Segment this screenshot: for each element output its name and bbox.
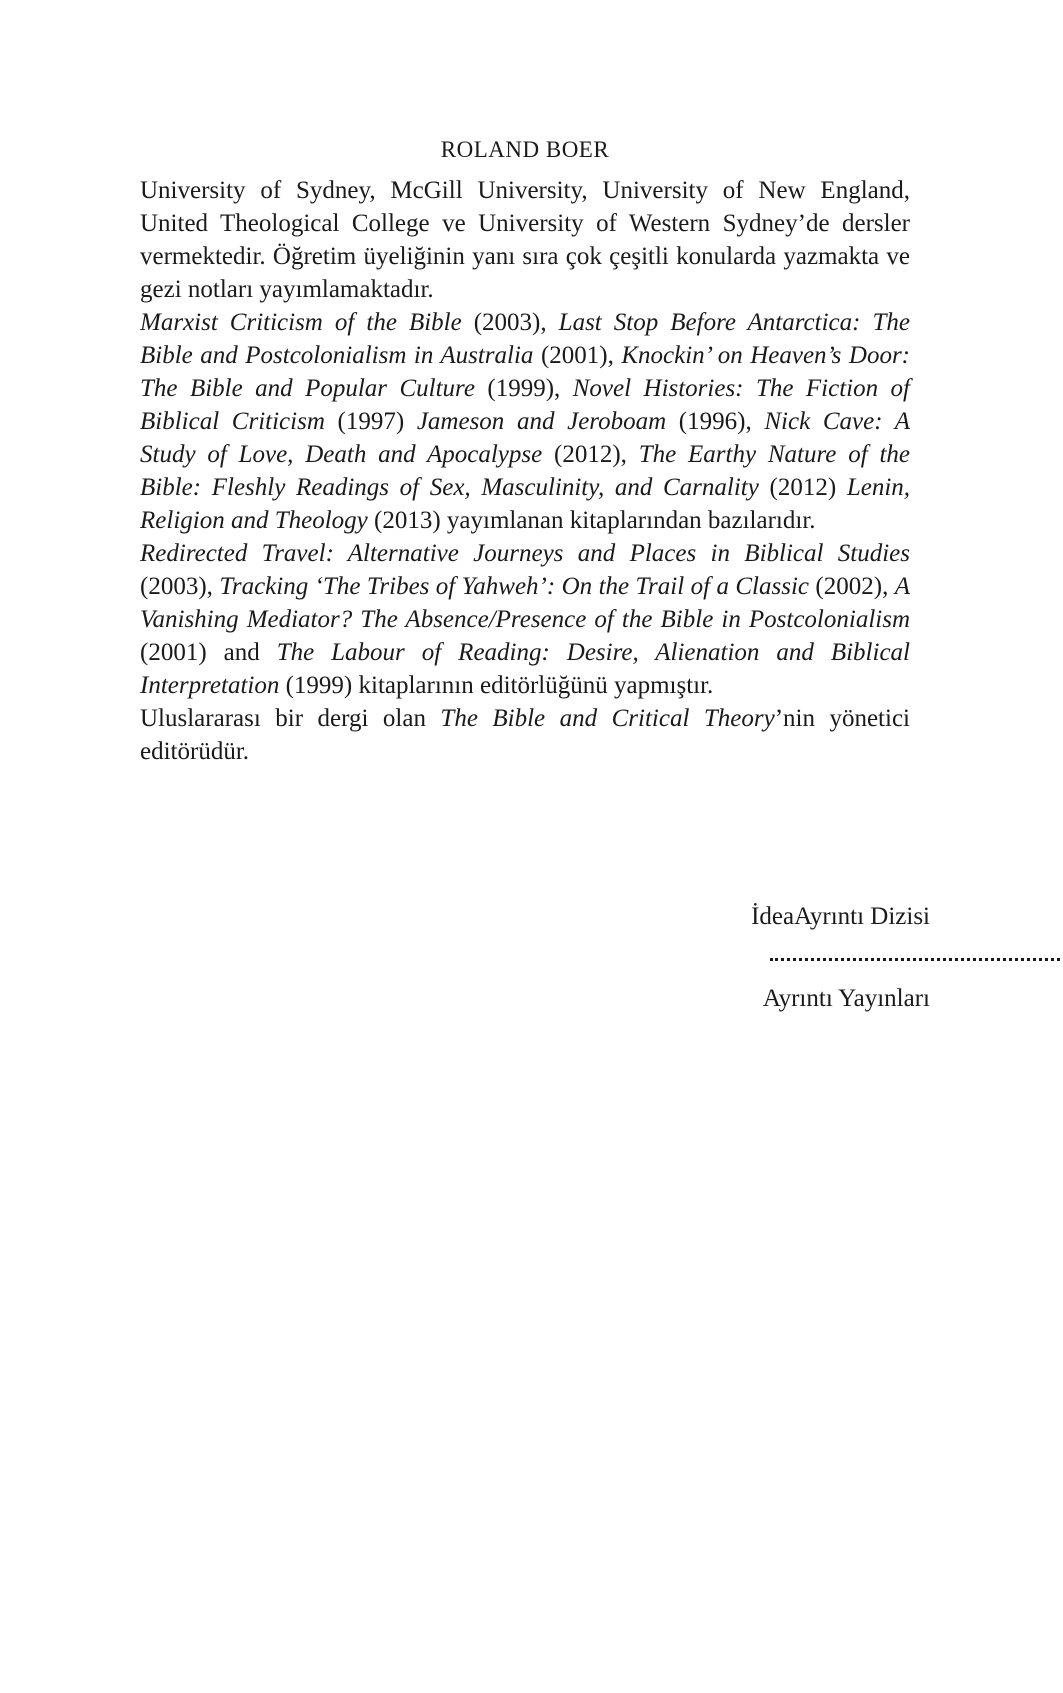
book-title: Nick Cave: A Study of Love, Death and Apocalypse <box>140 408 910 468</box>
book-title: A Vanishing Mediator? The Absence/Presence of the Bible in Postcolonialism <box>140 573 911 633</box>
book-title: Knockin’ on Heaven’s Door: The Bible and Popular Culture <box>140 342 910 402</box>
text-run: (1997) <box>324 408 417 435</box>
text-run: ’nin yönetici editörüdür. <box>140 705 910 765</box>
bio-paragraph-books <box>140 306 910 537</box>
book-title: The Bible and Critical Theory <box>440 705 775 732</box>
book-title: The Earthy Nature of the Bible: Fleshly Readings of Sex, Masculinity, and Carnality <box>140 441 910 501</box>
text-run: (2003), <box>140 573 220 600</box>
bio-paragraph-journal <box>140 702 910 768</box>
author-biography <box>140 174 910 768</box>
text-run: (1996), <box>666 408 765 435</box>
text-run: (2002), <box>809 573 895 600</box>
text-run: (2003), <box>461 309 559 336</box>
text-run: (1999), <box>474 375 573 402</box>
book-title: Lenin, Religion and Theology <box>140 474 911 534</box>
dotted-rule <box>770 958 1060 961</box>
series-name: İdeaAyrıntı Dizisi <box>751 903 930 930</box>
publisher-name: Ayrıntı Yayınları <box>762 985 930 1012</box>
text-run: (2012), <box>542 441 639 468</box>
text-run: Uluslararası bir dergi olan <box>140 705 441 732</box>
book-title: Redirected Travel: Alternative Journeys and Places in Biblical Studies <box>140 540 910 567</box>
author-name: ROLAND BOER <box>440 137 610 162</box>
text-run: (2012) <box>758 474 847 501</box>
bio-paragraph-edited <box>140 537 910 702</box>
book-title: Tracking ‘The Tribes of Yahweh’: On the Trail of a Classic <box>219 573 809 600</box>
book-title: Jameson and Jeroboam <box>416 408 667 435</box>
bio-paragraph-teaching: University of Sydney, McGill University, University of New England, United Theological College ve University of Western Sydney’de dersler vermektedir. Öğretim üyeliğinin yanı sıra çok çeşitli konularda yazmakta ve gezi notları yayımlamaktadır. <box>140 177 910 303</box>
book-title: Last Stop Before Antarctica: The Bible and Postcolonialism in Australia <box>140 309 910 369</box>
text-run: (2001), <box>533 342 622 369</box>
text-run: (2013) yayımlanan kitaplarından bazılarıdır. <box>367 507 816 534</box>
text-run: (2001) and <box>140 639 277 666</box>
text-run: (1999) kitaplarının editörlüğünü yapmıştır. <box>279 672 714 699</box>
book-title: Novel Histories: The Fiction of Biblical Criticism <box>140 375 910 435</box>
book-title: Marxist Criticism of the Bible <box>140 309 462 336</box>
book-title: The Labour of Reading: Desire, Alienation and Biblical Interpretation <box>140 639 910 699</box>
